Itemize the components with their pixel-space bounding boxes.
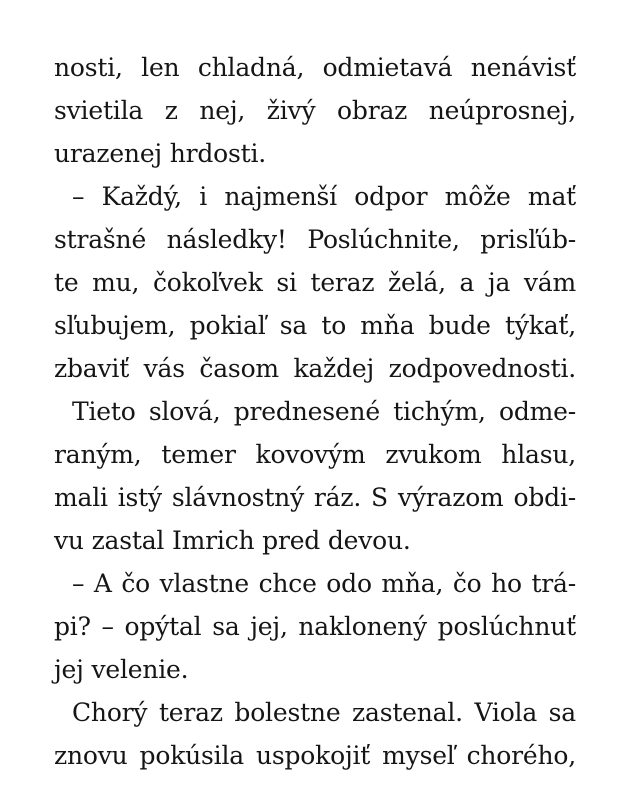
text-line: znovu pokúsila uspokojiť myseľ chorého, [54,741,576,770]
text-line: pi? – opýtal sa jej, naklonený poslúchnuť [54,612,576,641]
text-line: raným, temer kovovým zvukom hlasu, [54,440,576,469]
text-line: svietila z nej, živý obraz neúprosnej, [54,96,576,125]
text-line: – Každý, i najmenší odpor môže mať [72,182,576,211]
text-line: – A čo vlastne chce odo mňa, čo ho trá- [72,569,576,598]
text-line: Chorý teraz bolestne zastenal. Viola sa [72,698,576,727]
text-line: zbaviť vás časom každej zodpovednosti. [54,354,576,383]
text-line: sľubujem, pokiaľ sa to mňa bude týkať, [54,311,576,340]
text-line: jej velenie. [54,655,189,684]
text-line: vu zastal Imrich pred devou. [54,526,411,555]
text-line: te mu, čokoľvek si teraz želá, a ja vám [54,268,576,297]
text-line: strašné následky! Poslúchnite, prisľúb- [54,225,576,254]
text-line: nosti, len chladná, odmietavá nenávisť [54,53,576,82]
text-line: urazenej hrdosti. [54,139,267,168]
text-line: Tieto slová, prednesené tichým, odme- [72,397,576,426]
text-line: mali istý slávnostný ráz. S výrazom obdi- [54,483,576,512]
